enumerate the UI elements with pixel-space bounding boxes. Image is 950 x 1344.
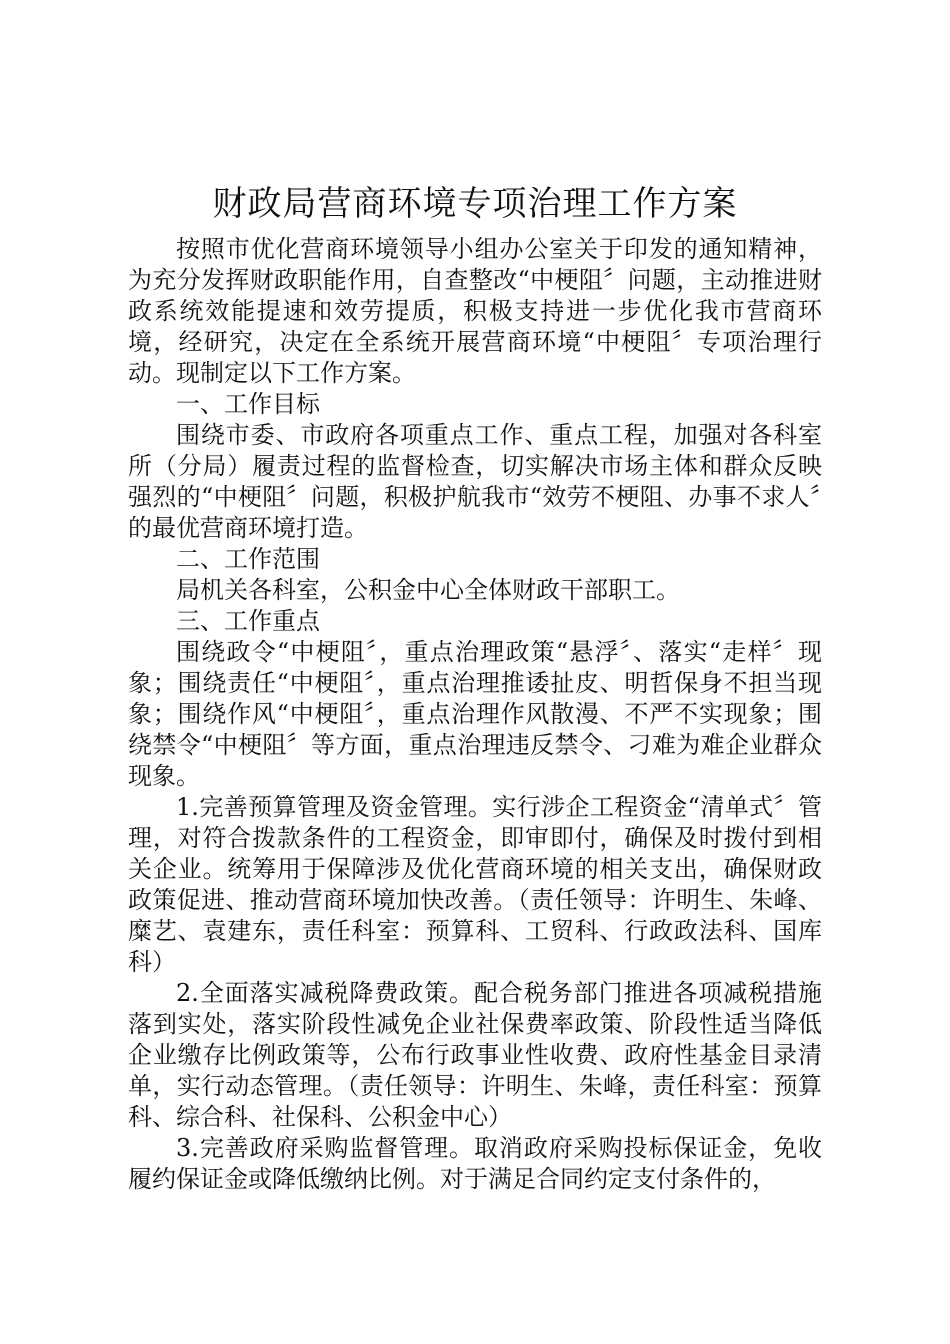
- document-title: 财政局营商环境专项治理工作方案: [212, 184, 738, 224]
- section-heading-goals: 一、工作目标: [176, 390, 320, 418]
- item-1-paragraph: 1.完善预算管理及资金管理。实行涉企工程资金“清单式〞管理，对符合拨款条件的工程资金，即审即付，确保及时拨付到相关企业。统筹用于保障涉及优化营商环境的相关支出，确保财政政策促进、推动营商环境加快改善。（责任领导：许明生、朱峰、糜艺、袁建东，责任科室：预算科、工贸科、行政政法科、国库科）: [128, 793, 822, 976]
- section-heading-focus: 三、工作重点: [176, 607, 320, 635]
- focus-paragraph: 围绕政令“中梗阻〞，重点治理政策“悬浮〞、落实“走样〞现象；围绕责任“中梗阻〞，重点治理推诿扯皮、明哲保身不担当现象；围绕作风“中梗阻〞，重点治理作风散漫、不严不实现象；围绕禁令“中梗阻〞等方面，重点治理违反禁令、刁难为难企业群众现象。: [128, 638, 822, 790]
- section-heading-scope: 二、工作范围: [176, 545, 320, 573]
- item-2-paragraph: 2.全面落实减税降费政策。配合税务部门推进各项减税措施落到实处，落实阶段性减免企业社保费率政策、阶段性适当降低企业缴存比例政策等，公布行政事业性收费、政府性基金目录清单，实行动态管理。（责任领导：许明生、朱峰，责任科室：预算科、综合科、社保科、公积金中心）: [128, 979, 822, 1131]
- document-body: [128, 234, 822, 1195]
- item-3-paragraph: 3.完善政府采购监督管理。取消政府采购投标保证金，免收履约保证金或降低缴纳比例。对于满足合同约定支付条件的，: [128, 1134, 822, 1193]
- scope-paragraph: 局机关各科室，公积金中心全体财政干部职工。: [176, 576, 680, 604]
- intro-paragraph: 按照市优化营商环境领导小组办公室关于印发的通知精神，为充分发挥财政职能作用，自查整改“中梗阻〞问题，主动推进财政系统效能提速和效劳提质，积极支持进一步优化我市营商环境，经研究，决定在全系统开展营商环境“中梗阻〞专项治理行动。现制定以下工作方案。: [128, 235, 822, 387]
- goals-paragraph: 围绕市委、市政府各项重点工作、重点工程，加强对各科室所（分局）履责过程的监督检查，切实解决市场主体和群众反映强烈的“中梗阻〞问题，积极护航我市“效劳不梗阻、办事不求人〞的最优营商环境打造。: [128, 421, 822, 542]
